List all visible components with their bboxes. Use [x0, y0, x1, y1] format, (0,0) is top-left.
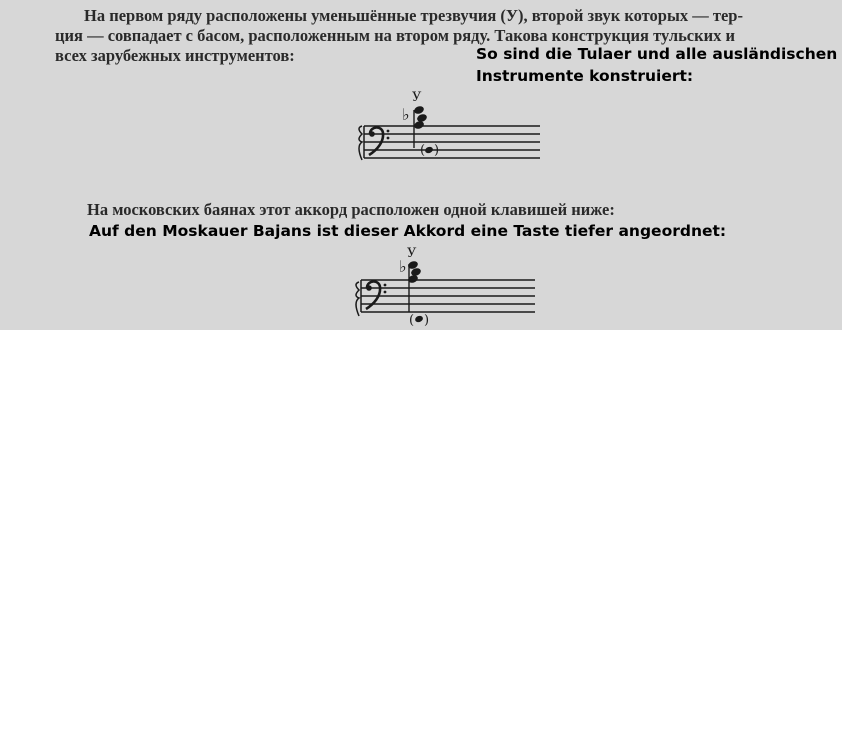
brace-icon [356, 282, 359, 316]
bass-note-parenthesis-open: ( [409, 313, 415, 328]
bass-note-parenthesis-close: ) [434, 143, 440, 158]
german-caption-2: Auf den Moskauer Bajans ist dieser Akkord eine Taste tiefer angeordnet: [89, 222, 727, 240]
scanned-page [0, 0, 842, 330]
staff-lines [364, 126, 540, 158]
brace-icon [359, 126, 362, 160]
music-notation-2 [345, 244, 545, 330]
german-caption-1-line-1: So sind die Tulaer und alle ausländischen [476, 45, 838, 63]
chord-label: У [407, 246, 417, 261]
russian-text-line-2: ция — совпадает с басом, расположенным на втором ряду. Такова конструкция тульских и [55, 26, 736, 45]
flat-icon: ♭ [402, 105, 410, 124]
bass-clef-icon [366, 281, 386, 309]
russian-text-line-4: На московских баянах этот аккорд расположен одной клавишей ниже: [87, 200, 615, 219]
russian-text-line-1: На первом ряду расположены уменьшённые трезвучия (У), второй звук которых — тер- [84, 6, 743, 25]
bass-note-parenthesis-close: ) [424, 313, 430, 328]
staff-lines [361, 280, 535, 312]
german-caption-1-line-2: Instrumente konstruiert: [476, 67, 694, 85]
flat-icon: ♭ [399, 257, 407, 276]
blank-area [0, 330, 842, 736]
bass-note [424, 146, 434, 154]
chord-label: У [412, 90, 422, 105]
music-notation-1 [350, 88, 550, 164]
bass-note-parenthesis-open: ( [420, 143, 426, 158]
bass-note [414, 315, 424, 323]
russian-text-line-3: всех зарубежных инструментов: [55, 46, 295, 65]
bass-clef-icon [369, 127, 389, 155]
